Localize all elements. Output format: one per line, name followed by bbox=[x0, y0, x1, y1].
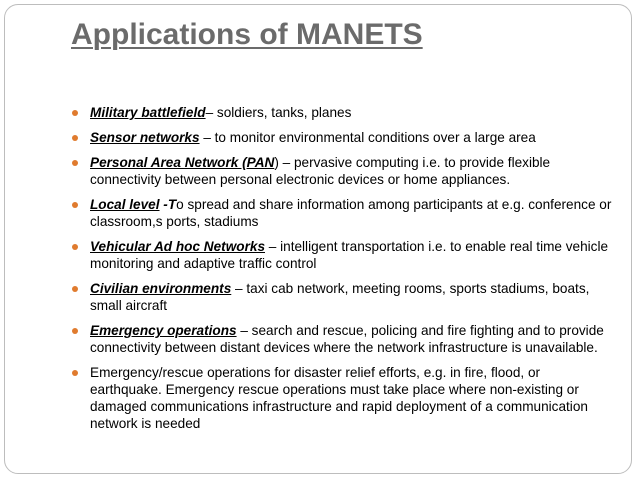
bullet-icon bbox=[72, 286, 78, 292]
bullet-item-pan bbox=[72, 154, 612, 188]
bullet-term: Local level bbox=[90, 197, 160, 212]
bullet-text: – intelligent transportation i.e. to enable real time vehicle monitoring and adaptive traffic control bbox=[90, 239, 609, 271]
bullet-text: ) – pervasive computing i.e. to provide flexible connectivity between personal electronic devices or home appliances. bbox=[90, 155, 551, 187]
bullet-text: – search and rescue, policing and fire fighting and to provide connectivity between distant devices where the network infrastructure is unavailable. bbox=[90, 323, 604, 355]
bullet-icon bbox=[72, 110, 78, 116]
bullet-term: Personal Area Network (PAN bbox=[90, 155, 275, 170]
bullet-term: Vehicular Ad hoc Networks bbox=[90, 239, 265, 254]
bullet-icon bbox=[72, 244, 78, 250]
slide-title: Applications of MANETS bbox=[71, 18, 423, 51]
bullet-item-military bbox=[72, 104, 612, 121]
bullet-term: Military battlefield bbox=[90, 105, 206, 120]
bullet-item-emergency bbox=[72, 322, 612, 356]
bullet-term: Emergency operations bbox=[90, 323, 237, 338]
bullet-item-civilian bbox=[72, 280, 612, 314]
bullet-icon bbox=[72, 202, 78, 208]
bullet-text: Emergency/rescue operations for disaster relief efforts, e.g. in fire, flood, or earthquake. Emergency rescue operations must take place where non-existing or damaged communications infrastructure and rapid deployment of a communication network is needed bbox=[90, 365, 588, 431]
bullet-text: – taxi cab network, meeting rooms, sports stadiums, boats, small aircraft bbox=[90, 281, 590, 313]
bullet-icon bbox=[72, 160, 78, 166]
bullet-list bbox=[72, 104, 612, 440]
bullet-item-local-level bbox=[72, 196, 612, 230]
bullet-text: – to monitor environmental conditions over a large area bbox=[199, 130, 536, 145]
bullet-item-vehicular bbox=[72, 238, 612, 272]
bullet-term: Civilian environments bbox=[90, 281, 232, 296]
bullet-term-tail: -T bbox=[159, 197, 177, 212]
bullet-icon bbox=[72, 135, 78, 141]
bullet-text: – soldiers, tanks, planes bbox=[205, 105, 352, 120]
bullet-item-sensor bbox=[72, 129, 612, 146]
bullet-icon bbox=[72, 370, 78, 376]
bullet-icon bbox=[72, 328, 78, 334]
bullet-term: Sensor networks bbox=[90, 130, 200, 145]
bullet-item-rescue bbox=[72, 364, 612, 432]
bullet-text: o spread and share information among participants at e.g. conference or classroom,s ports, stadiums bbox=[90, 197, 612, 229]
